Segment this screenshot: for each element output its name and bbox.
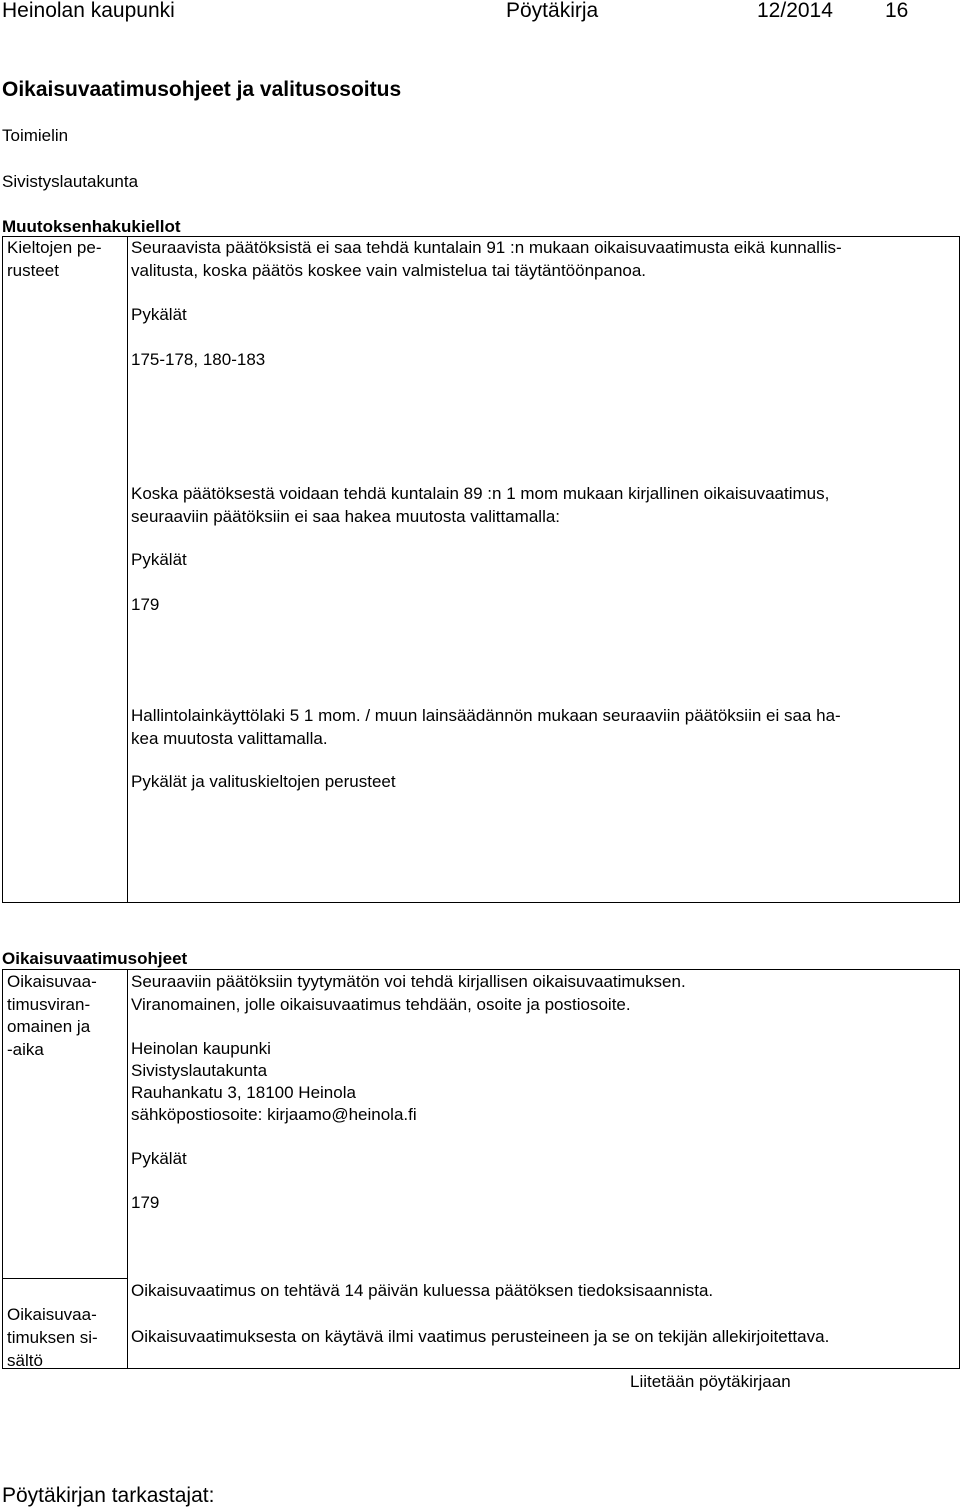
prohibitions-divider — [127, 236, 128, 903]
header-municipality: Heinolan kaupunki — [2, 0, 175, 22]
authority-board: Sivistyslautakunta — [131, 1061, 268, 1080]
instructions-heading: Oikaisuvaatimusohjeet — [2, 949, 188, 968]
header-issue: 12/2014 — [757, 0, 833, 22]
prohibitions-sections2-label: Pykälät — [131, 550, 187, 569]
prohibitions-para2-line1: Koska päätöksestä voidaan tehdä kuntalain 89 :n 1 mom mukaan kirjallinen oikaisuvaatimus, — [131, 484, 830, 503]
page-title: Oikaisuvaatimusohjeet ja valitusosoitus — [2, 78, 402, 101]
authority-street: Rauhankatu 3, 18100 Heinola — [131, 1083, 356, 1102]
instructions-label-line4: -aika — [7, 1040, 44, 1059]
content-label-line1: Oikaisuvaa- — [7, 1305, 97, 1324]
content-line2: Oikaisuvaatimuksesta on käytävä ilmi vaatimus perusteineen ja se on tekijän allekirjoitettava. — [131, 1327, 830, 1346]
prohibitions-para3-line1: Hallintolainkäyttölaki 5 1 mom. / muun lainsäädännön mukaan seuraaviin päätöksiin ei saa ha- — [131, 706, 841, 725]
authority-name: Heinolan kaupunki — [131, 1039, 271, 1058]
prohibitions-label-line1: Kieltojen pe- — [7, 238, 102, 257]
prohibitions-sections2-value: 179 — [131, 595, 160, 614]
footer-reviewers: Pöytäkirjan tarkastajat: — [2, 1484, 215, 1507]
prohibitions-label-line2: rusteet — [7, 261, 59, 280]
content-label-line3: sältö — [7, 1351, 43, 1370]
instructions-divider — [127, 969, 128, 1369]
prohibitions-sections1-label: Pykälät — [131, 305, 187, 324]
prohibitions-para1-line1: Seuraavista päätöksistä ei saa tehdä kuntalain 91 :n mukaan oikaisuvaatimusta eikä kunnallis- — [131, 238, 842, 257]
prohibitions-para2-line2: seuraaviin päätöksiin ei saa hakea muutosta valittamalla: — [131, 507, 561, 526]
prohibitions-heading: Muutoksenhakukiellot — [2, 217, 181, 236]
instructions-sections-value: 179 — [131, 1193, 160, 1212]
instructions-row-divider — [2, 1278, 128, 1279]
prohibitions-para1-line2: valitusta, koska päätös koskee vain valmistelua tai täytäntöönpanoa. — [131, 261, 647, 280]
instructions-label-line1: Oikaisuvaa- — [7, 972, 97, 991]
body-name: Sivistyslautakunta — [2, 172, 139, 191]
instructions-label-line2: timusviran- — [7, 995, 91, 1014]
content-line1: Oikaisuvaatimus on tehtävä 14 päivän kuluessa päätöksen tiedoksisaannista. — [131, 1281, 714, 1300]
header-doc-type: Pöytäkirja — [506, 0, 599, 22]
prohibitions-sections1-value: 175-178, 180-183 — [131, 350, 266, 369]
authority-email: sähköpostiosoite: kirjaamo@heinola.fi — [131, 1105, 417, 1124]
instructions-sections-label: Pykälät — [131, 1149, 187, 1168]
body-label: Toimielin — [2, 126, 69, 145]
header-page-number: 16 — [885, 0, 909, 22]
content-label-line2: timuksen si- — [7, 1328, 98, 1347]
prohibitions-para3-line2: kea muutosta valittamalla. — [131, 729, 328, 748]
instructions-label-line3: omainen ja — [7, 1017, 91, 1036]
attachment-note: Liitetään pöytäkirjaan — [630, 1372, 791, 1391]
instructions-line2: Viranomainen, jolle oikaisuvaatimus tehdään, osoite ja postiosoite. — [131, 995, 631, 1014]
prohibitions-sections3-label: Pykälät ja valituskieltojen perusteet — [131, 772, 396, 791]
instructions-line1: Seuraaviin päätöksiin tyytymätön voi tehdä kirjallisen oikaisuvaatimuksen. — [131, 972, 686, 991]
